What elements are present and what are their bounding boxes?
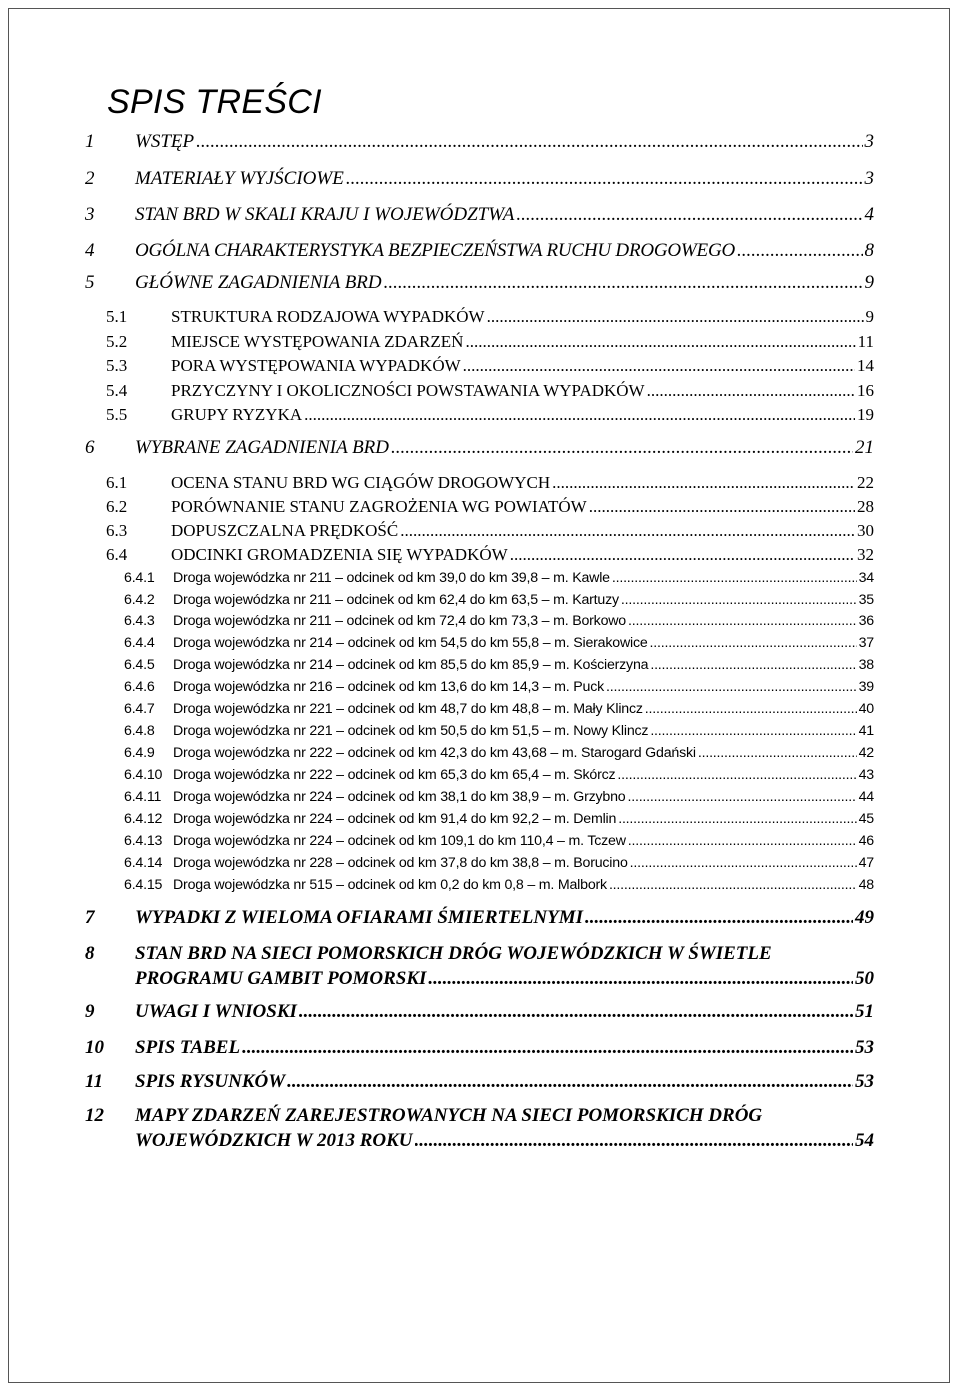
toc-page: 9 (865, 307, 874, 326)
toc-page: 30 (857, 521, 874, 540)
toc-page: 48 (858, 877, 874, 893)
toc-label: PORÓWNANIE STANU ZAGROŻENIA WG POWIATÓW (171, 497, 587, 516)
toc-number: 7 (85, 907, 95, 928)
dot-leader (400, 520, 855, 542)
toc-page: 51 (855, 1001, 874, 1022)
dot-leader (304, 404, 855, 426)
toc-label: ODCINKI GROMADZENIA SIĘ WYPADKÓW (171, 545, 508, 564)
dot-leader (628, 832, 857, 850)
dot-leader (621, 591, 857, 609)
toc-page: 50 (855, 968, 874, 989)
toc-page: 39 (858, 679, 874, 695)
dot-leader (552, 472, 855, 494)
toc-number: 6.4 (106, 545, 128, 564)
toc-page: 3 (864, 131, 874, 152)
toc-label: Droga wojewódzka nr 214 – odcinek od km 54,5 do km 55,8 – m. Sierakowice (173, 635, 648, 651)
dot-leader (630, 854, 857, 872)
toc-label: MATERIAŁY WYJŚCIOWE (135, 168, 344, 189)
toc-page: 43 (858, 767, 874, 783)
dot-leader (516, 204, 862, 226)
dot-leader (609, 876, 857, 894)
toc-number: 6.4.7 (124, 701, 155, 717)
toc-page: 42 (858, 745, 874, 761)
toc-number: 5.4 (106, 381, 128, 400)
toc-label: WYPADKI Z WIELOMA OFIARAMI ŚMIERTELNYMI (135, 907, 584, 928)
toc-number: 6.1 (106, 473, 128, 492)
dot-leader (428, 968, 853, 990)
dot-leader (627, 788, 856, 806)
toc-label: Droga wojewódzka nr 224 – odcinek od km 91,4 do km 92,2 – m. Demlin (173, 811, 617, 827)
toc-label: Droga wojewódzka nr 221 – odcinek od km 50,5 do km 51,5 – m. Nowy Klincz (173, 723, 649, 739)
toc-number: 2 (85, 168, 95, 189)
dot-leader (650, 634, 857, 652)
dot-leader (612, 569, 857, 587)
toc-label: GRUPY RYZYKA (171, 405, 303, 424)
dot-leader (415, 1130, 854, 1152)
dot-leader (510, 544, 855, 566)
toc-page: 54 (855, 1130, 874, 1151)
toc-label: STRUKTURA RODZAJOWA WYPADKÓW (171, 307, 485, 326)
dot-leader (487, 306, 864, 328)
toc-number: 6.4.8 (124, 723, 155, 739)
dot-leader (287, 1071, 853, 1093)
toc-page: 14 (857, 356, 874, 375)
toc-page: 37 (858, 635, 874, 651)
toc-label: Droga wojewódzka nr 221 – odcinek od km 48,7 do km 48,8 – m. Mały Klincz (173, 701, 643, 717)
toc-number: 5 (85, 272, 95, 293)
dot-leader (299, 1001, 853, 1023)
toc-page: 36 (858, 613, 874, 629)
toc-page: 11 (857, 332, 874, 351)
dot-leader (463, 355, 855, 377)
toc-page: 16 (857, 381, 874, 400)
toc-label: OGÓLNA CHARAKTERYSTYKA BEZPIECZEŃSTWA RUCHU DROGOWEGO (135, 240, 735, 261)
toc-label: SPIS TABEL (135, 1037, 241, 1058)
dot-leader (617, 766, 856, 784)
toc-label: Droga wojewódzka nr 211 – odcinek od km 39,0 do km 39,8 – m. Kawle (173, 570, 610, 586)
dot-leader (589, 496, 855, 518)
toc-number: 6.4.4 (124, 635, 155, 651)
toc-number: 12 (85, 1105, 104, 1126)
toc-page: 9 (864, 272, 874, 293)
toc-label: PRZYCZYNY I OKOLICZNOŚCI POWSTAWANIA WYPADKÓW (171, 381, 645, 400)
toc-page: 47 (858, 855, 874, 871)
dot-leader (698, 744, 857, 762)
dot-leader (650, 656, 856, 674)
toc-label: Droga wojewódzka nr 222 – odcinek od km 42,3 do km 43,68 – m. Starogard Gdański (173, 745, 696, 761)
toc-page: 49 (855, 907, 874, 928)
toc-page: 40 (858, 701, 874, 717)
toc-label: STAN BRD W SKALI KRAJU I WOJEWÓDZTWA (135, 204, 515, 225)
toc-number: 6.3 (106, 521, 128, 540)
dot-leader (618, 810, 856, 828)
toc-page: 28 (857, 497, 874, 516)
toc-page: 32 (857, 545, 874, 564)
toc-page: 41 (858, 723, 874, 739)
toc-number: 6.4.11 (124, 789, 162, 805)
toc-page: 3 (864, 168, 874, 189)
dot-leader (242, 1037, 853, 1059)
dot-leader (384, 272, 863, 294)
toc-label: WOJEWÓDZKICH W 2013 ROKU (135, 1130, 413, 1151)
toc-number: 11 (85, 1071, 103, 1092)
toc-page: 46 (858, 833, 874, 849)
toc-label: UWAGI I WNIOSKI (135, 1001, 297, 1022)
dot-leader (606, 678, 857, 696)
toc-label: Droga wojewódzka nr 211 – odcinek od km 72,4 do km 73,3 – m. Borkowo (173, 613, 626, 629)
toc-label: Droga wojewódzka nr 224 – odcinek od km 38,1 do km 38,9 – m. Grzybno (173, 789, 626, 805)
dot-leader (737, 240, 863, 262)
toc-number: 6.4.12 (124, 811, 163, 827)
toc-number: 6.4.14 (124, 855, 163, 871)
dot-leader (647, 380, 855, 402)
toc-number: 5.2 (106, 332, 128, 351)
toc-title: SPIS TREŚCI (107, 83, 322, 121)
toc-page: 19 (857, 405, 874, 424)
toc-label: OCENA STANU BRD WG CIĄGÓW DROGOWYCH (171, 473, 551, 492)
dot-leader (628, 612, 857, 630)
toc-number: 6.4.15 (124, 877, 163, 893)
toc-page: 8 (864, 240, 874, 261)
toc-number: 6.4.1 (124, 570, 155, 586)
toc-number: 5.1 (106, 307, 128, 326)
toc-number: 1 (85, 131, 95, 152)
toc-label: WYBRANE ZAGADNIENIA BRD (135, 437, 390, 458)
toc-page: 53 (855, 1071, 874, 1092)
toc-number: 4 (85, 240, 95, 261)
toc-number: 10 (85, 1037, 104, 1058)
toc-label: DOPUSZCZALNA PRĘDKOŚĆ (171, 521, 399, 540)
toc-label: Droga wojewódzka nr 224 – odcinek od km 109,1 do km 110,4 – m. Tczew (173, 833, 626, 849)
toc-number: 9 (85, 1001, 95, 1022)
dot-leader (346, 168, 863, 190)
toc-page: 53 (855, 1037, 874, 1058)
toc-number: 5.3 (106, 356, 128, 375)
toc-number: 6.4.6 (124, 679, 155, 695)
toc-label: Droga wojewódzka nr 214 – odcinek od km 85,5 do km 85,9 – m. Kościerzyna (173, 657, 649, 673)
toc-label: SPIS RYSUNKÓW (135, 1071, 286, 1092)
toc-label: Droga wojewódzka nr 211 – odcinek od km 62,4 do km 63,5 – m. Kartuzy (173, 592, 619, 608)
toc-page: 38 (858, 657, 874, 673)
toc-label: Droga wojewódzka nr 216 – odcinek od km 13,6 do km 14,3 – m. Puck (173, 679, 604, 695)
toc-label-line1: STAN BRD NA SIECI POMORSKICH DRÓG WOJEWÓDZKICH W ŚWIETLE (135, 943, 772, 964)
toc-page: 44 (858, 789, 874, 805)
toc-number: 3 (85, 204, 95, 225)
toc-label-line1: MAPY ZDARZEŃ ZAREJESTROWANYCH NA SIECI POMORSKICH DRÓG (135, 1105, 763, 1126)
toc-number: 5.5 (106, 405, 128, 424)
toc-number: 6 (85, 437, 95, 458)
toc-page: 21 (855, 437, 874, 458)
toc-label: Droga wojewódzka nr 222 – odcinek od km 65,3 do km 65,4 – m. Skórcz (173, 767, 616, 783)
toc-page: 45 (858, 811, 874, 827)
toc-page: 22 (857, 473, 874, 492)
toc-label: Droga wojewódzka nr 228 – odcinek od km 37,8 do km 38,8 – m. Borucino (173, 855, 628, 871)
toc-label: PORA WYSTĘPOWANIA WYPADKÓW (171, 356, 461, 375)
dot-leader (585, 907, 853, 929)
toc-label: Droga wojewódzka nr 515 – odcinek od km 0,2 do km 0,8 – m. Malbork (173, 877, 607, 893)
toc-label: WSTĘP (135, 131, 195, 152)
dot-leader (391, 437, 853, 459)
toc-number: 6.4.3 (124, 613, 155, 629)
toc-number: 6.4.2 (124, 592, 155, 608)
toc-label: GŁÓWNE ZAGADNIENIA BRD (135, 272, 382, 293)
toc-number: 6.4.9 (124, 745, 155, 761)
toc-number: 6.4.13 (124, 833, 163, 849)
toc-page: 34 (858, 570, 874, 586)
toc-label: PROGRAMU GAMBIT POMORSKI (135, 968, 427, 989)
toc-number: 8 (85, 943, 95, 964)
dot-leader (650, 722, 856, 740)
dot-leader (465, 331, 855, 353)
toc-label: MIEJSCE WYSTĘPOWANIA ZDARZEŃ (171, 332, 464, 351)
dot-leader (196, 131, 862, 153)
toc-number: 6.2 (106, 497, 128, 516)
toc-number: 6.4.5 (124, 657, 155, 673)
toc-page: 35 (858, 592, 874, 608)
toc-page: 4 (864, 204, 874, 225)
toc-number: 6.4.10 (124, 767, 163, 783)
dot-leader (645, 700, 857, 718)
